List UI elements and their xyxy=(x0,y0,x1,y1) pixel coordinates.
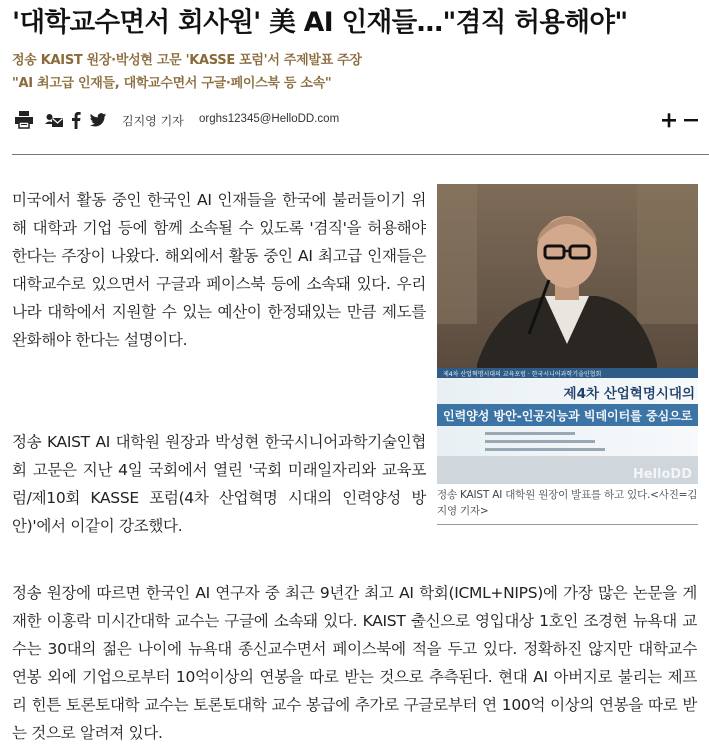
email-icon[interactable] xyxy=(44,111,64,131)
article-paragraph-3: 정송 원장에 따르면 한국인 AI 연구자 중 최근 9년간 최고 AI 학회(ICML+NIPS)에 가장 많은 논문을 게재한 이홍락 미시간대학 교수는 구글에 소속돼 있다. KAIST 출신으로 영입대상 1호인 조경현 뉴욕대 교수는 30대의 젊은 나이에 뉴욕대 종신교수면서 페이스북에 적을 두고 있다. 정확하진 않지만 대학교수 연봉 외에 기업으로부터 10억이상의 연봉을 따로 받는 것으로 추측된다. 현대 AI 아버지로 불리는 제프리 힌튼 토론토대학 교수는 토론토대학 교수 봉급에 추가로 구글로부터 연 100억 이상의 연봉을 따로 받는 것으로 알려져 있다. xyxy=(12,584,697,742)
subheadline-2: "AI 최고급 인재들, 대학교수면서 구글·페이스북 등 소속" xyxy=(12,76,332,91)
article-headline: '대학교수면서 회사원' 美 AI 인재들…"겸직 허용해야" xyxy=(12,7,628,38)
print-icon[interactable] xyxy=(14,111,34,131)
photo-banner-small: 제4차 산업혁명시대의 교육포럼 · 한국시니어과학기술인협회 xyxy=(443,371,602,378)
article-photo xyxy=(437,184,698,484)
photo-banner-subtitle: 인력양성 방안-인공지능과 빅데이터를 중심으로 xyxy=(443,409,693,423)
facebook-icon[interactable] xyxy=(70,111,82,131)
photo-caption: 정송 KAIST AI 대학원 원장이 발표를 하고 있다.<사진=김지영 기자> xyxy=(437,489,698,517)
zoom-out-button[interactable] xyxy=(682,109,700,131)
article-paragraph-2: 정송 KAIST AI 대학원 원장과 박성현 한국시니어과학기술인협회 고문은 지난 4일 국회에서 열린 '국회 미래일자리와 교육포럼/제10회 KASSE 포럼(4차 산업혁명 시대의 인력양성 방안)'에서 이같이 강조했다. xyxy=(12,433,426,535)
caption-divider xyxy=(437,524,698,525)
twitter-icon[interactable] xyxy=(89,111,107,131)
photo-watermark: HelloDD xyxy=(632,467,692,482)
reporter-name: 김지영 기자 xyxy=(122,114,184,128)
subheadline-1: 정송 KAIST 원장·박성현 고문 'KASSE 포럼'서 주제발표 주장 xyxy=(12,53,362,68)
zoom-in-button[interactable] xyxy=(660,109,678,131)
reporter-email[interactable]: orghs12345@HelloDD.com xyxy=(199,113,340,125)
header-divider xyxy=(12,154,709,155)
article-paragraph-1: 미국에서 활동 중인 한국인 AI 인재들을 한국에 불러들이기 위해 대학과 기업 등에 함께 소속될 수 있도록 '겸직'을 허용해야 한다는 주장이 나왔다. 해외에서 활동 중인 AI 최고급 인재들은 대학교수로 있으면서 구글과 페이스북 등에 소속돼 있다. 우리나라 대학에서 지원할 수 있는 예산이 한정돼있는 만큼 제도를 완화해야 한다는 설명이다. xyxy=(12,191,426,349)
photo-banner-title: 제4차 산업혁명시대의 xyxy=(563,386,695,402)
article-toolbar xyxy=(12,108,702,134)
